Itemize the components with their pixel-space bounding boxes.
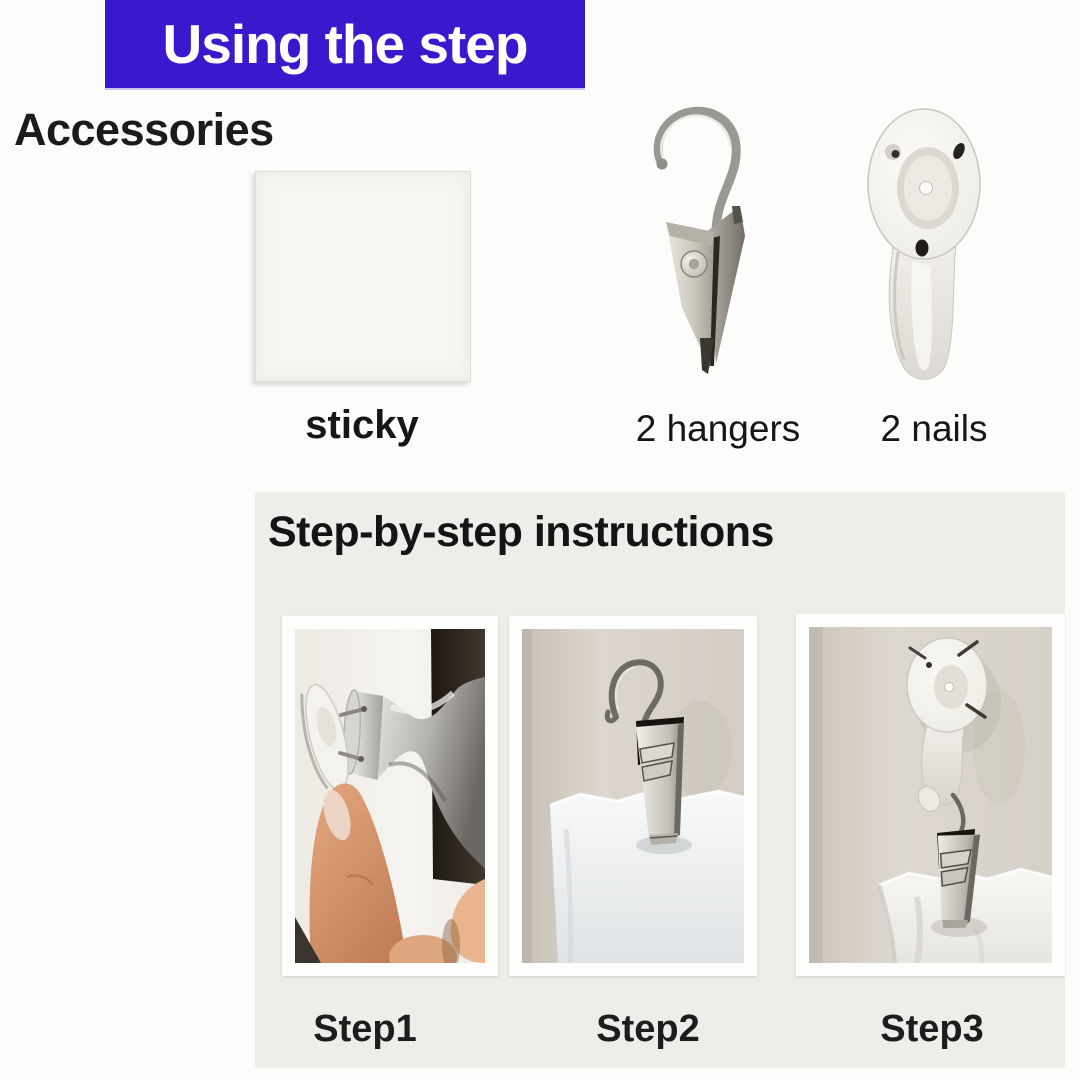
instructions-heading: Step-by-step instructions [268, 508, 774, 556]
sticky-pad-image [255, 171, 471, 382]
step1-photo-card [282, 616, 498, 976]
hanger-clip-icon [644, 102, 774, 382]
step1-photo [295, 629, 485, 963]
title-banner [105, 0, 585, 88]
step2-label: Step2 [596, 1008, 700, 1050]
step1-label: Step1 [313, 1008, 417, 1050]
step3-photo-card [796, 614, 1065, 976]
banner-title: Using the step [162, 12, 528, 75]
accessories-heading: Accessories [14, 104, 274, 155]
step3-label: Step3 [880, 1008, 984, 1050]
step3-photo [809, 627, 1052, 963]
step2-photo [522, 629, 744, 963]
nails-label: 2 nails [880, 408, 988, 449]
hangers-label: 2 hangers [635, 408, 801, 449]
sticky-label: sticky [305, 403, 419, 447]
step2-photo-card [509, 616, 757, 976]
instructions-panel [255, 492, 1065, 1068]
nail-hook-icon [860, 102, 995, 382]
